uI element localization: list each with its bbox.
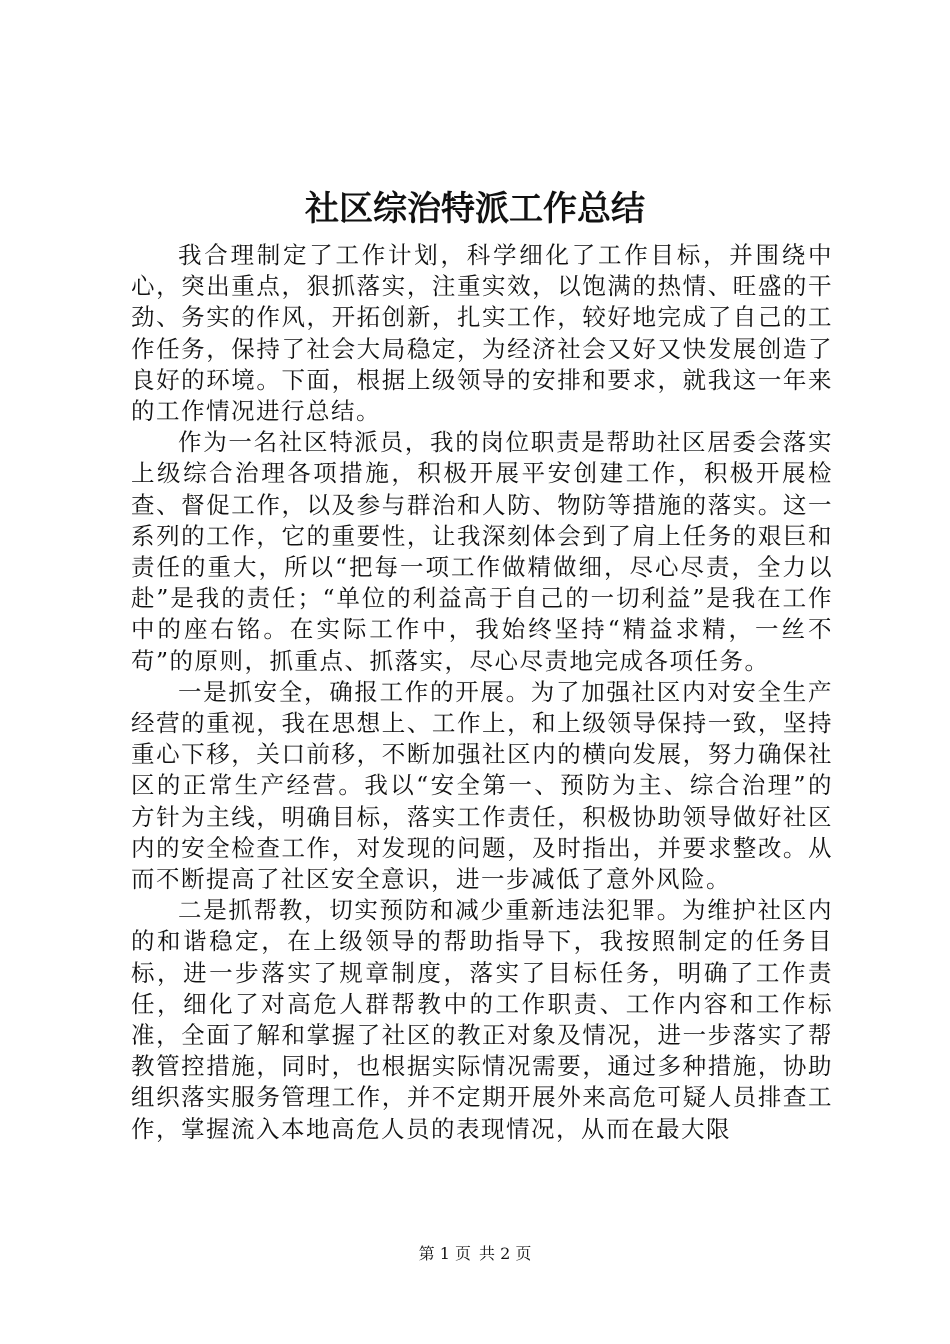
page-footer bbox=[0, 1243, 950, 1265]
paragraph-assistance: 二是抓帮教，切实预防和减少重新违法犯罪。为维护社区内的和谐稳定，在上级领导的帮助指导下，我按照制定的任务目标，进一步落实了规章制度，落实了目标任务，明确了工作责任，细化了对高危人群帮教中的工作职责、工作内容和工作标准，全面了解和掌握了社区的教正对象及情况，进一步落实了帮教管控措施，同时，也根据实际情况需要，通过多种措施，协助组织落实服务管理工作，并不定期开展外来高危可疑人员排查工作，掌握流入本地高危人员的表现情况，从而在最大限 bbox=[131, 896, 833, 1143]
paragraph-safety: 一是抓安全，确报工作的开展。为了加强社区内对安全生产经营的重视，我在思想上、工作上，和上级领导保持一致，坚持重心下移，关口前移，不断加强社区内的横向发展，努力确保社区的正常生产经营。我以“安全第一、预防为主、综合治理”的方针为主线，明确目标，落实工作责任，积极协助领导做好社区内的安全检查工作，对发现的问题，及时指出，并要求整改。从而不断提高了社区安全意识，进一步减低了意外风险。 bbox=[131, 677, 833, 894]
page-number-total: 共 2 页 bbox=[479, 1244, 532, 1263]
page-number-current: 第 1 页 bbox=[418, 1244, 471, 1263]
page-title: 社区综治特派工作总结 bbox=[305, 189, 645, 229]
paragraph-intro: 我合理制定了工作计划，科学细化了工作目标，并围绕中心，突出重点，狠抓落实，注重实效，以饱满的热情、旺盛的干劲、务实的作风，开拓创新，扎实工作，较好地完成了自己的工作任务，保持了社会大局稳定，为经济社会又好又快发展创造了良好的环境。下面，根据上级领导的安排和要求，就我这一年来的工作情况进行总结。 bbox=[131, 241, 833, 426]
paragraph-duties: 作为一名社区特派员，我的岗位职责是帮助社区居委会落实上级综合治理各项措施，积极开展平安创建工作，积极开展检查、督促工作，以及参与群治和人防、物防等措施的落实。这一系列的工作，它的重要性，让我深刻体会到了肩上任务的艰巨和责任的重大，所以“把每一项工作做精做细，尽心尽责，全力以赴”是我的责任；“单位的利益高于自己的一切利益”是我在工作中的座右铭。在实际工作中，我始终坚持“精益求精，一丝不苟”的原则，抓重点、抓落实，尽心尽责地完成各项任务。 bbox=[131, 428, 833, 675]
document-body bbox=[131, 240, 833, 1145]
